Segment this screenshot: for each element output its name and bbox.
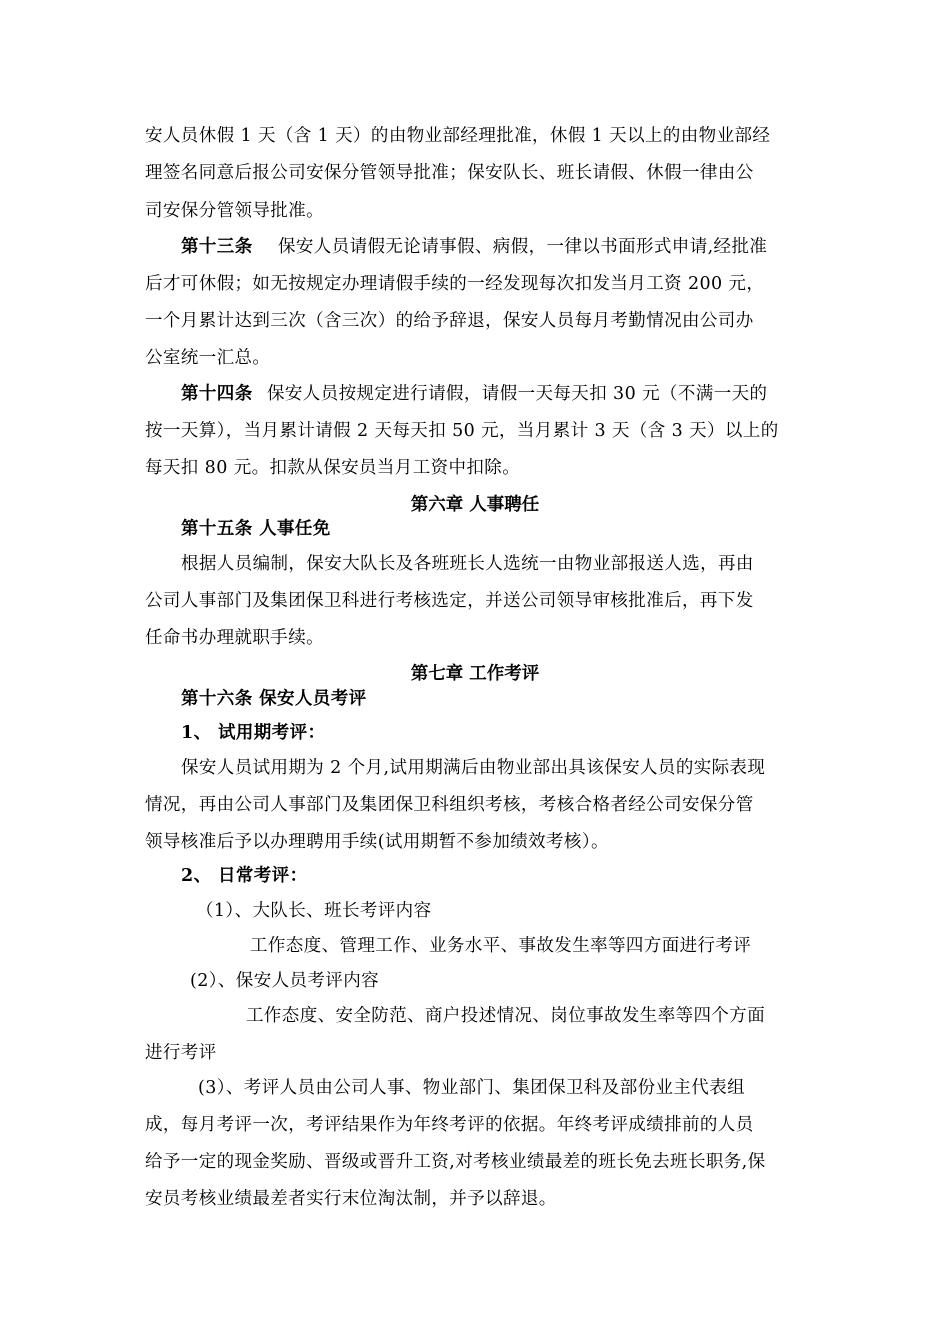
paragraph-line: 一个月累计达到三次（含三次）的给予辞退，保安人员每月考勤情况由公司办 xyxy=(145,311,754,331)
paragraph-line: 保安人员按规定进行请假，请假一天每天扣 30 元（不满一天的 xyxy=(267,384,768,404)
paragraph-line: (3）、考评人员由公司人事、物业部门、集团保卫科及部份业主代表组 xyxy=(198,1078,746,1098)
paragraph-line: 公室统一汇总。 xyxy=(145,348,271,368)
paragraph-line: 理签名同意后报公司安保分管领导批准；保安队长、班长请假、休假一律由公 xyxy=(145,163,754,183)
paragraph-line: 领导核准后予以办理聘用手续(试用期暂不参加绩效考核）。 xyxy=(145,832,609,852)
article-13-label: 第十三条 xyxy=(181,237,253,257)
article-14-label: 第十四条 xyxy=(181,384,253,404)
paragraph-line: 按一天算），当月累计请假 2 天每天扣 50 元，当月累计 3 天（含 3 天）以上的 xyxy=(145,421,779,441)
paragraph-line: 情况，再由公司人事部门及集团保卫科组织考核，考核合格者经公司安保分管 xyxy=(145,795,754,815)
sub-item-1-text: 工作态度、管理工作、业务水平、事故发生率等四方面进行考评 xyxy=(250,936,752,956)
paragraph-line: 司安保分管领导批准。 xyxy=(145,201,324,221)
paragraph-line: 进行考评 xyxy=(145,1043,217,1063)
paragraph-line: 保安人员请假无论请事假、病假，一律以书面形式申请,经批准 xyxy=(278,237,768,257)
item-1-heading: 1、 试用期考评： xyxy=(181,723,326,743)
paragraph-line: 保安人员试用期为 2 个月,试用期满后由物业部出具该保安人员的实际表现 xyxy=(181,758,766,778)
sub-item-2-heading: (2）、保安人员考评内容 xyxy=(190,971,380,991)
article-15-heading: 第十五条 人事任免 xyxy=(181,519,331,539)
sub-item-1-heading: （1）、大队长、班长考评内容 xyxy=(196,901,432,921)
article-16-heading: 第十六条 保安人员考评 xyxy=(181,689,367,709)
paragraph-line: 给予一定的现金奖励、晋级或晋升工资,对考核业绩最差的班长免去班长职务,保 xyxy=(145,1152,766,1172)
paragraph-line: 工作态度、安全防范、商户投述情况、岗位事故发生率等四个方面 xyxy=(246,1006,766,1026)
chapter-7-title: 第七章 工作考评 xyxy=(410,664,540,684)
paragraph-line: 安人员休假 1 天（含 1 天）的由物业部经理批准，休假 1 天以上的由物业部经 xyxy=(145,126,771,146)
paragraph-line: 根据人员编制，保安大队长及各班班长人选统一由物业部报送人选，再由 xyxy=(181,554,754,574)
paragraph-line: 公司人事部门及集团保卫科进行考核选定，并送公司领导审核批准后，再下发 xyxy=(145,591,754,611)
paragraph-line: 任命书办理就职手续。 xyxy=(145,628,324,648)
item-2-heading: 2、 日常考评： xyxy=(181,866,308,886)
paragraph-line: 后才可休假；如无按规定办理请假手续的一经发现每次扣发当月工资 200 元， xyxy=(145,274,765,294)
paragraph-line: 每天扣 80 元。扣款从保安员当月工资中扣除。 xyxy=(145,458,521,478)
paragraph-line: 成，每月考评一次，考评结果作为年终考评的依据。年终考评成绩排前的人员 xyxy=(145,1115,754,1135)
chapter-6-title: 第六章 人事聘任 xyxy=(410,495,540,515)
paragraph-line: 安员考核业绩最差者实行末位淘汰制，并予以辞退。 xyxy=(145,1189,557,1209)
